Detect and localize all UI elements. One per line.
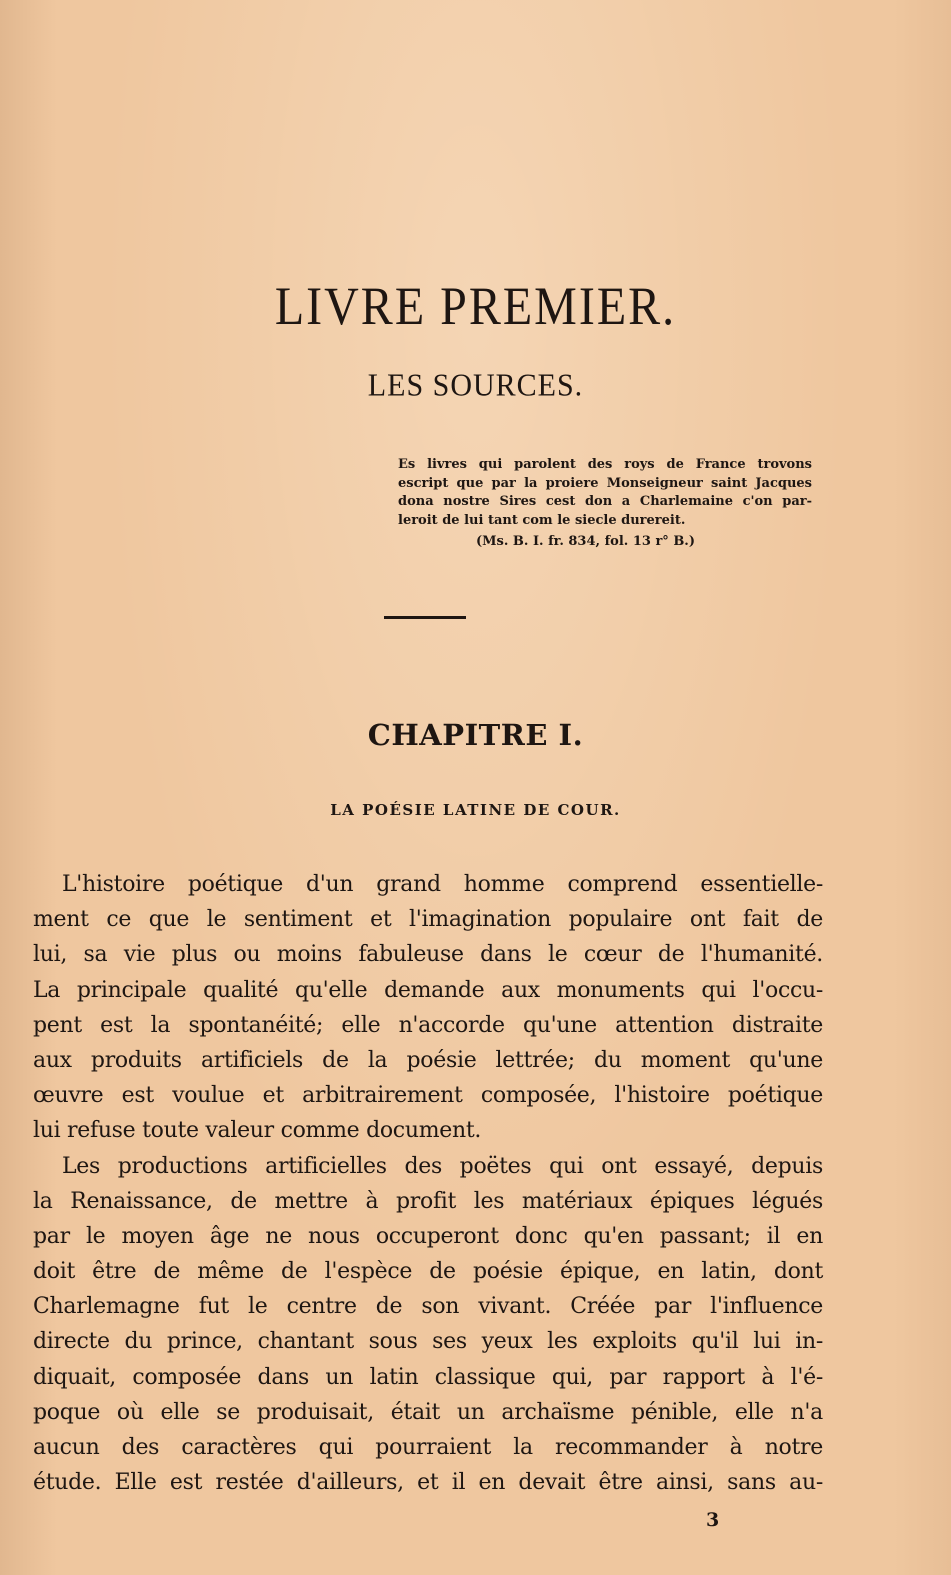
- epigraph-line: dona nostre Sires cest don a Charlemaine c'on par-: [398, 494, 812, 509]
- text-line: œuvre est voulue et arbitrairement composée, l'histoire poétique: [33, 1083, 823, 1109]
- epigraph-line: leroit de lui tant com le siecle durereit.: [398, 512, 686, 528]
- text-line: la Renaissance, de mettre à profit les matériaux épiques légués: [33, 1188, 823, 1214]
- text-line: ment ce que le sentiment et l'imagination populaire ont fait de: [33, 907, 823, 933]
- chapter-subtitle: LA POÉSIE LATINE DE COUR.: [330, 801, 621, 819]
- text-line: L'histoire poétique d'un grand homme comprend essentielle-: [62, 872, 823, 897]
- text-line: doit être de même de l'espèce de poésie épique, en latin, dont: [33, 1259, 823, 1285]
- text-line: La principale qualité qu'elle demande aux monuments qui l'occu-: [33, 977, 823, 1003]
- text-line: par le moyen âge ne nous occuperont donc qu'en passant; il en: [33, 1223, 823, 1249]
- text-line: lui, sa vie plus ou moins fabuleuse dans le cœur de l'humanité.: [33, 942, 823, 968]
- epigraph-line: Es livres qui parolent des roys de France trovons: [398, 457, 812, 472]
- text-line: Charlemagne fut le centre de son vivant. Créée par l'influence: [33, 1294, 823, 1320]
- text-line: aucun des caractères qui pourraient la recommander à notre: [33, 1435, 823, 1460]
- text-line: Les productions artificielles des poëtes qui ont essayé, depuis: [62, 1153, 823, 1179]
- text-line: étude. Elle est restée d'ailleurs, et il en devait être ainsi, sans au-: [33, 1470, 823, 1496]
- page-number: 3: [706, 1509, 720, 1531]
- text-line: lui refuse toute valeur comme document.: [33, 1118, 482, 1144]
- epigraph: [398, 456, 812, 552]
- epigraph-line: escript que par la proiere Monseigneur saint Jacques: [398, 475, 812, 491]
- body-text: [33, 867, 823, 1500]
- text-line: diquait, composée dans un latin classique qui, par rapport à l'é-: [33, 1364, 823, 1390]
- chapter-title: CHAPITRE I.: [367, 718, 584, 752]
- book-subtitle: LES SOURCES.: [367, 368, 584, 403]
- section-divider: [384, 616, 466, 619]
- text-line: pent est la spontanéité; elle n'accorde qu'une attention distraite: [33, 1012, 823, 1038]
- book-title: LIVRE PREMIER.: [274, 277, 677, 337]
- text-line: directe du prince, chantant sous ses yeux les exploits qu'il lui in-: [33, 1329, 823, 1355]
- text-line: aux produits artificiels de la poésie lettrée; du moment qu'une: [33, 1047, 823, 1073]
- text-line: poque où elle se produisait, était un archaïsme pénible, elle n'a: [33, 1399, 823, 1425]
- epigraph-source: (Ms. B. I. fr. 834, fol. 13 r° B.): [476, 534, 695, 549]
